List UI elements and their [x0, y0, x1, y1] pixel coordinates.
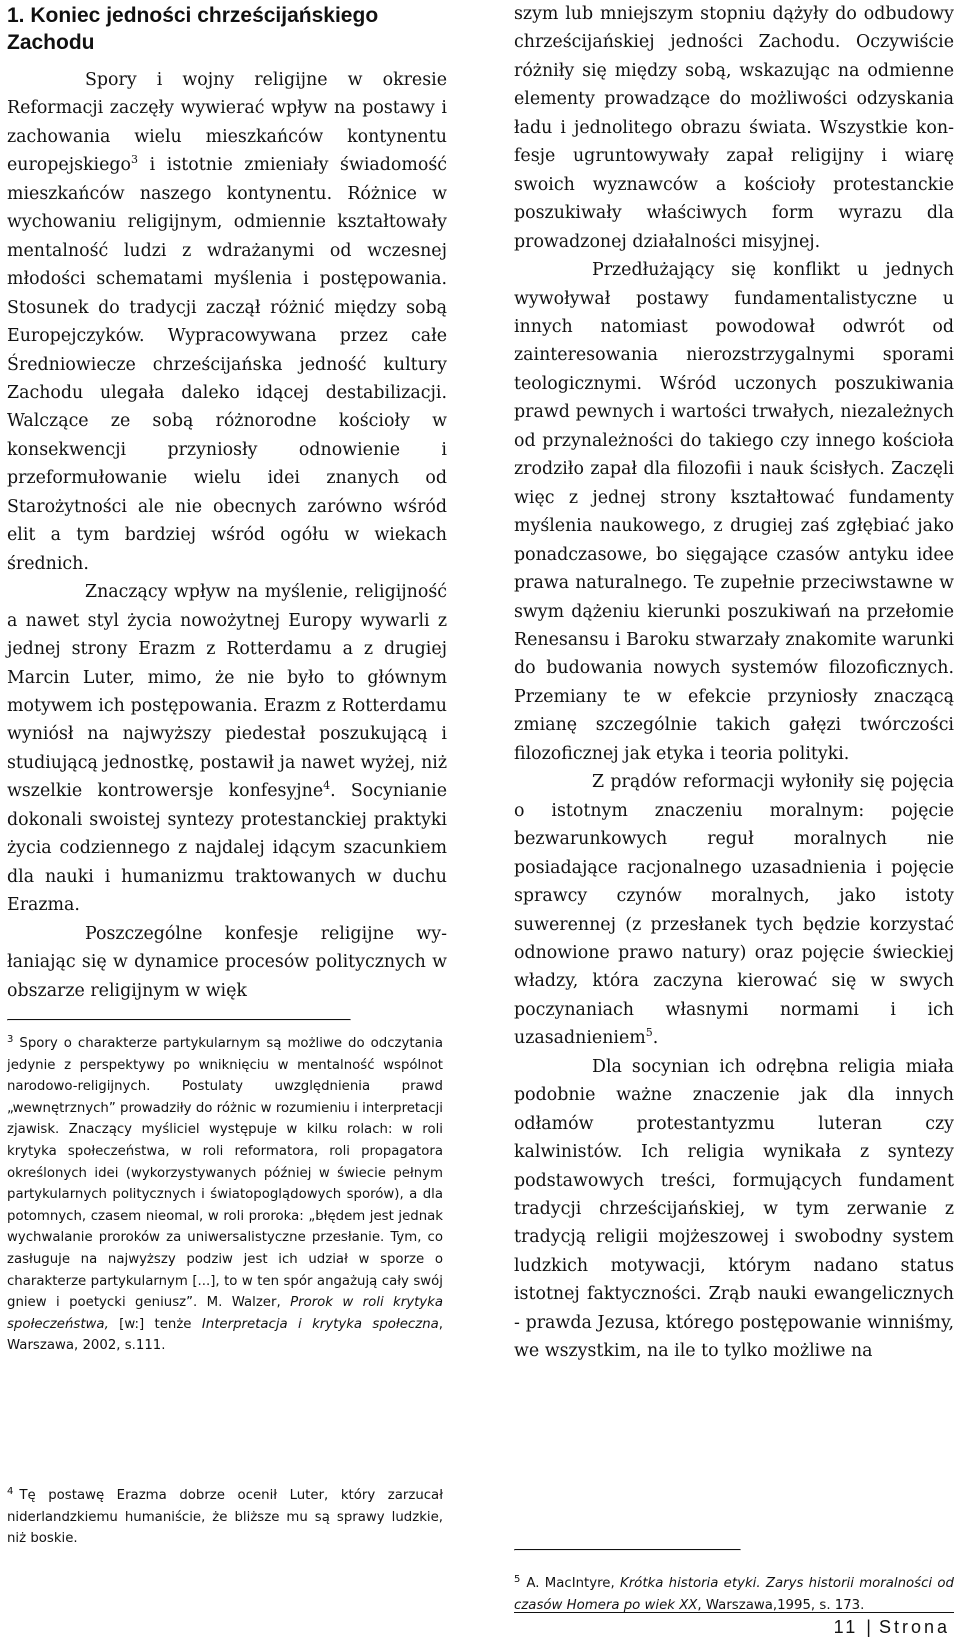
paragraph-1: Spory i wojny religijne w okresie Reformacji zaczęły wywierać wpływ na postawy i zachowania wielu mieszkańców kontynentu europejskiego$^3$ i istotnie zmieniały świadomość mieszkańców naszego kontynentu. Różnice w wychowaniu religijnym, odmiennie kształtowały mentalność ludzi z wdrażanymi od wczesnej młodości schematami myślenia i postępowania. Stosunek do tradycji zaczął różnić między sobą Europejczyków. Wypracowywana przez całe Średniowiecze chrześcijańska jedność kultury Zachodu ulegała daleko idącej destabilizacji. Walczące ze sobą różnorodne kościoły w konsekwencji przyniosły odnowienie i przeformułowanie wielu idei znanych od Starożytności ale nie obecnych zarówno wśród elit a tym bardziej wśród ogółu w wiekach średnich. — [7, 70, 447, 574]
paragraph-4: Przedłużający się konflikt u jednych wywoływał postawy fundamentalistyczne u innych natomiast powodował odwrót od zainteresowania nierozstrzygalnymi sporami teologicznymi. Wśród uczonych poszukiwania prawd pewnych i wartości trwałych, niezależnych od przynależności do takiego czy innego kościoła zrodziło zapał dla filozofii i nauk ścisłych. Zaczęli więc z jednej strony kształtować fundamenty myślenia naukowego, z drugiej zaś zgłębiać jako ponadczasowe, bo sięgające czasów antyku idee prawa naturalnego. Te zupełnie przeciwstawne w swym dążeniu kierunki poszukiwań na przełomie Renesansu i Baroku stwarzały znakomite warunki do budowania nowych systemów filozoficznych. Przemiany te w efekcie przyniosły znaczącą zmianę szczególnie takich gałęzi twórczości filozoficznej jak etyka i teoria polityki. — [514, 260, 954, 764]
footnote-4: $^4$ Tę postawę Erazma dobrze ocenił Luter, który zarzucał niderlandzkiemu humaniście, że bliższe mu są sprawy ludzkie, niż boskie. — [7, 1485, 443, 1547]
page-number: 11 — [833, 1617, 859, 1637]
footnote-ref-4[interactable]: 4 — [323, 779, 331, 793]
page-label: Strona — [878, 1617, 950, 1637]
footnote-5: $^5$ A. MacIntyre, Krótka historia etyki. Zarys historii moralności od czasów Homera po wiek XX, Warszawa,1995, s. 173. — [514, 1573, 954, 1613]
page-footer-separator: | — [866, 1617, 871, 1637]
paragraph-5: Z prądów reformacji wyłoniły się pojęcia o istotnym znaczeniu moralnym: pojęcie bezwarunkowych reguł moralnych nie posiadające racjonalnego uzasadnienia i pojęcie sprawcy czynów moralnych, jako istoty suwerennej (z przesłanek tych będzie korzystać odnowione prawo natury) oraz pojęcie świeckiej władzy, która zaczyna kierować się w swych poczynaniach własnymi normami i ich uzasadnieniem$^5$. — [514, 772, 954, 1049]
page-footer-rule — [514, 1612, 954, 1613]
footnote-separator-right — [514, 1549, 741, 1551]
footnote-separator-left — [7, 1019, 351, 1021]
paragraph-3: Poszczególne konfesje religijne wyłaniając się w dynamice procesów politycznych w obszarze religijnym w więk — [7, 923, 447, 1001]
paragraph-2: Znaczący wpływ na myślenie, religijność a nawet styl życia nowożytnej Europy wywarli z jednej strony Erazm z Rotterdamu a z drugiej Marcin Luter, mimo, że nie było to głównym motywem ich postępowania. Erazm z Rotterdamu wyniósł na najwyższy piedestał poszukującą i studiującą jednostkę, postawił ja nawet wyżej, niż wszelkie kontrowersje konfesyjne$^4$. Socynianie dokonali swoistej syntezy protestanckiej praktyki życia codziennego z najdalej idącym szacunkiem dla nauki i humanizmu traktowanych w duchu Erazma. — [7, 582, 447, 916]
footnote-ref-3[interactable]: 3 — [131, 153, 139, 167]
paragraph-6: Dla socynian ich odrębna religia miała podobnie ważne znaczenie jak dla innych odłamów protestantyzmu luteran czy kalwinistów. Ich religia wynikała z syntezy podstawowych treści, formujących fundament tradycji chrześcijańskiej, w tym zerwanie z tradycją religii mojżeszowej i swobodny system ludzkich motywacji, którym nadano status istotnej faktyczności. Zrąb nauki ewangelicznych - prawda Jezusa, którego postępowanie winniśmy, we wszystkim, na ile to tylko możliwe na — [514, 1056, 954, 1362]
left-column — [7, 0, 447, 1005]
section-heading: 1. Koniec jedności chrześcijańskiego Zachodu — [7, 4, 379, 54]
paragraph-3-continued: szym lub mniejszym stopniu dążyły do odbudowy chrześcijańskiej jedności Zachodu. Oczywiście różniły się między sobą, wskazując na odmienne elementy prowadzące do możliwości odzyskania ładu i jednolitego obrazu świata. Wszystkie konfesje ugruntowywały zapał religijny i wiarę swoich wyznawców a kościoły protestanckie poszukiwały właściwych form wyrazu dla prowadzonej działalności misyjnej. — [514, 4, 954, 252]
right-column — [514, 0, 954, 1366]
footnote-3: $^3$ Spory o charakterze partykularnym są możliwe do odczytania jedynie z perspektywy po wniknięciu w mentalność wspólnot narodowo-religijnych. Postulaty uwzględnienia prawd „wewnętrznych” prowadziły do różnic w rozumieniu i interpretacji zjawisk. Znaczący myśliciel występuje w kilku rolach: w roli krytyka społeczeństwa, w roli reformatora, roli propagatora określonych idei (wykorzystywanych później w świecie pełnym partykularnych politycznych i światopoglądowych sporów), a dla potomnych, czasem nieomal, w roli proroka: „błędem jest jednak wychwalanie proroków za uniwersalistyczne przesłanie. Tym, co zasługuje na najwyższy podziw jest ich udział w sporze o charakterze partykularnym [...], to w ten spór angażują cały swój gniew i poetycki geniusz”. M. Walzer, Prorok w roli krytyka społeczeństwa, [w:] tenże Interpretacja i krytyka społeczna, Warszawa, 2002, s.111. — [7, 1033, 443, 1354]
footnote-ref-5[interactable]: 5 — [645, 1026, 653, 1040]
left-body-text — [7, 66, 447, 1005]
right-body-text — [514, 0, 954, 1366]
page-number-footer — [834, 1617, 950, 1638]
